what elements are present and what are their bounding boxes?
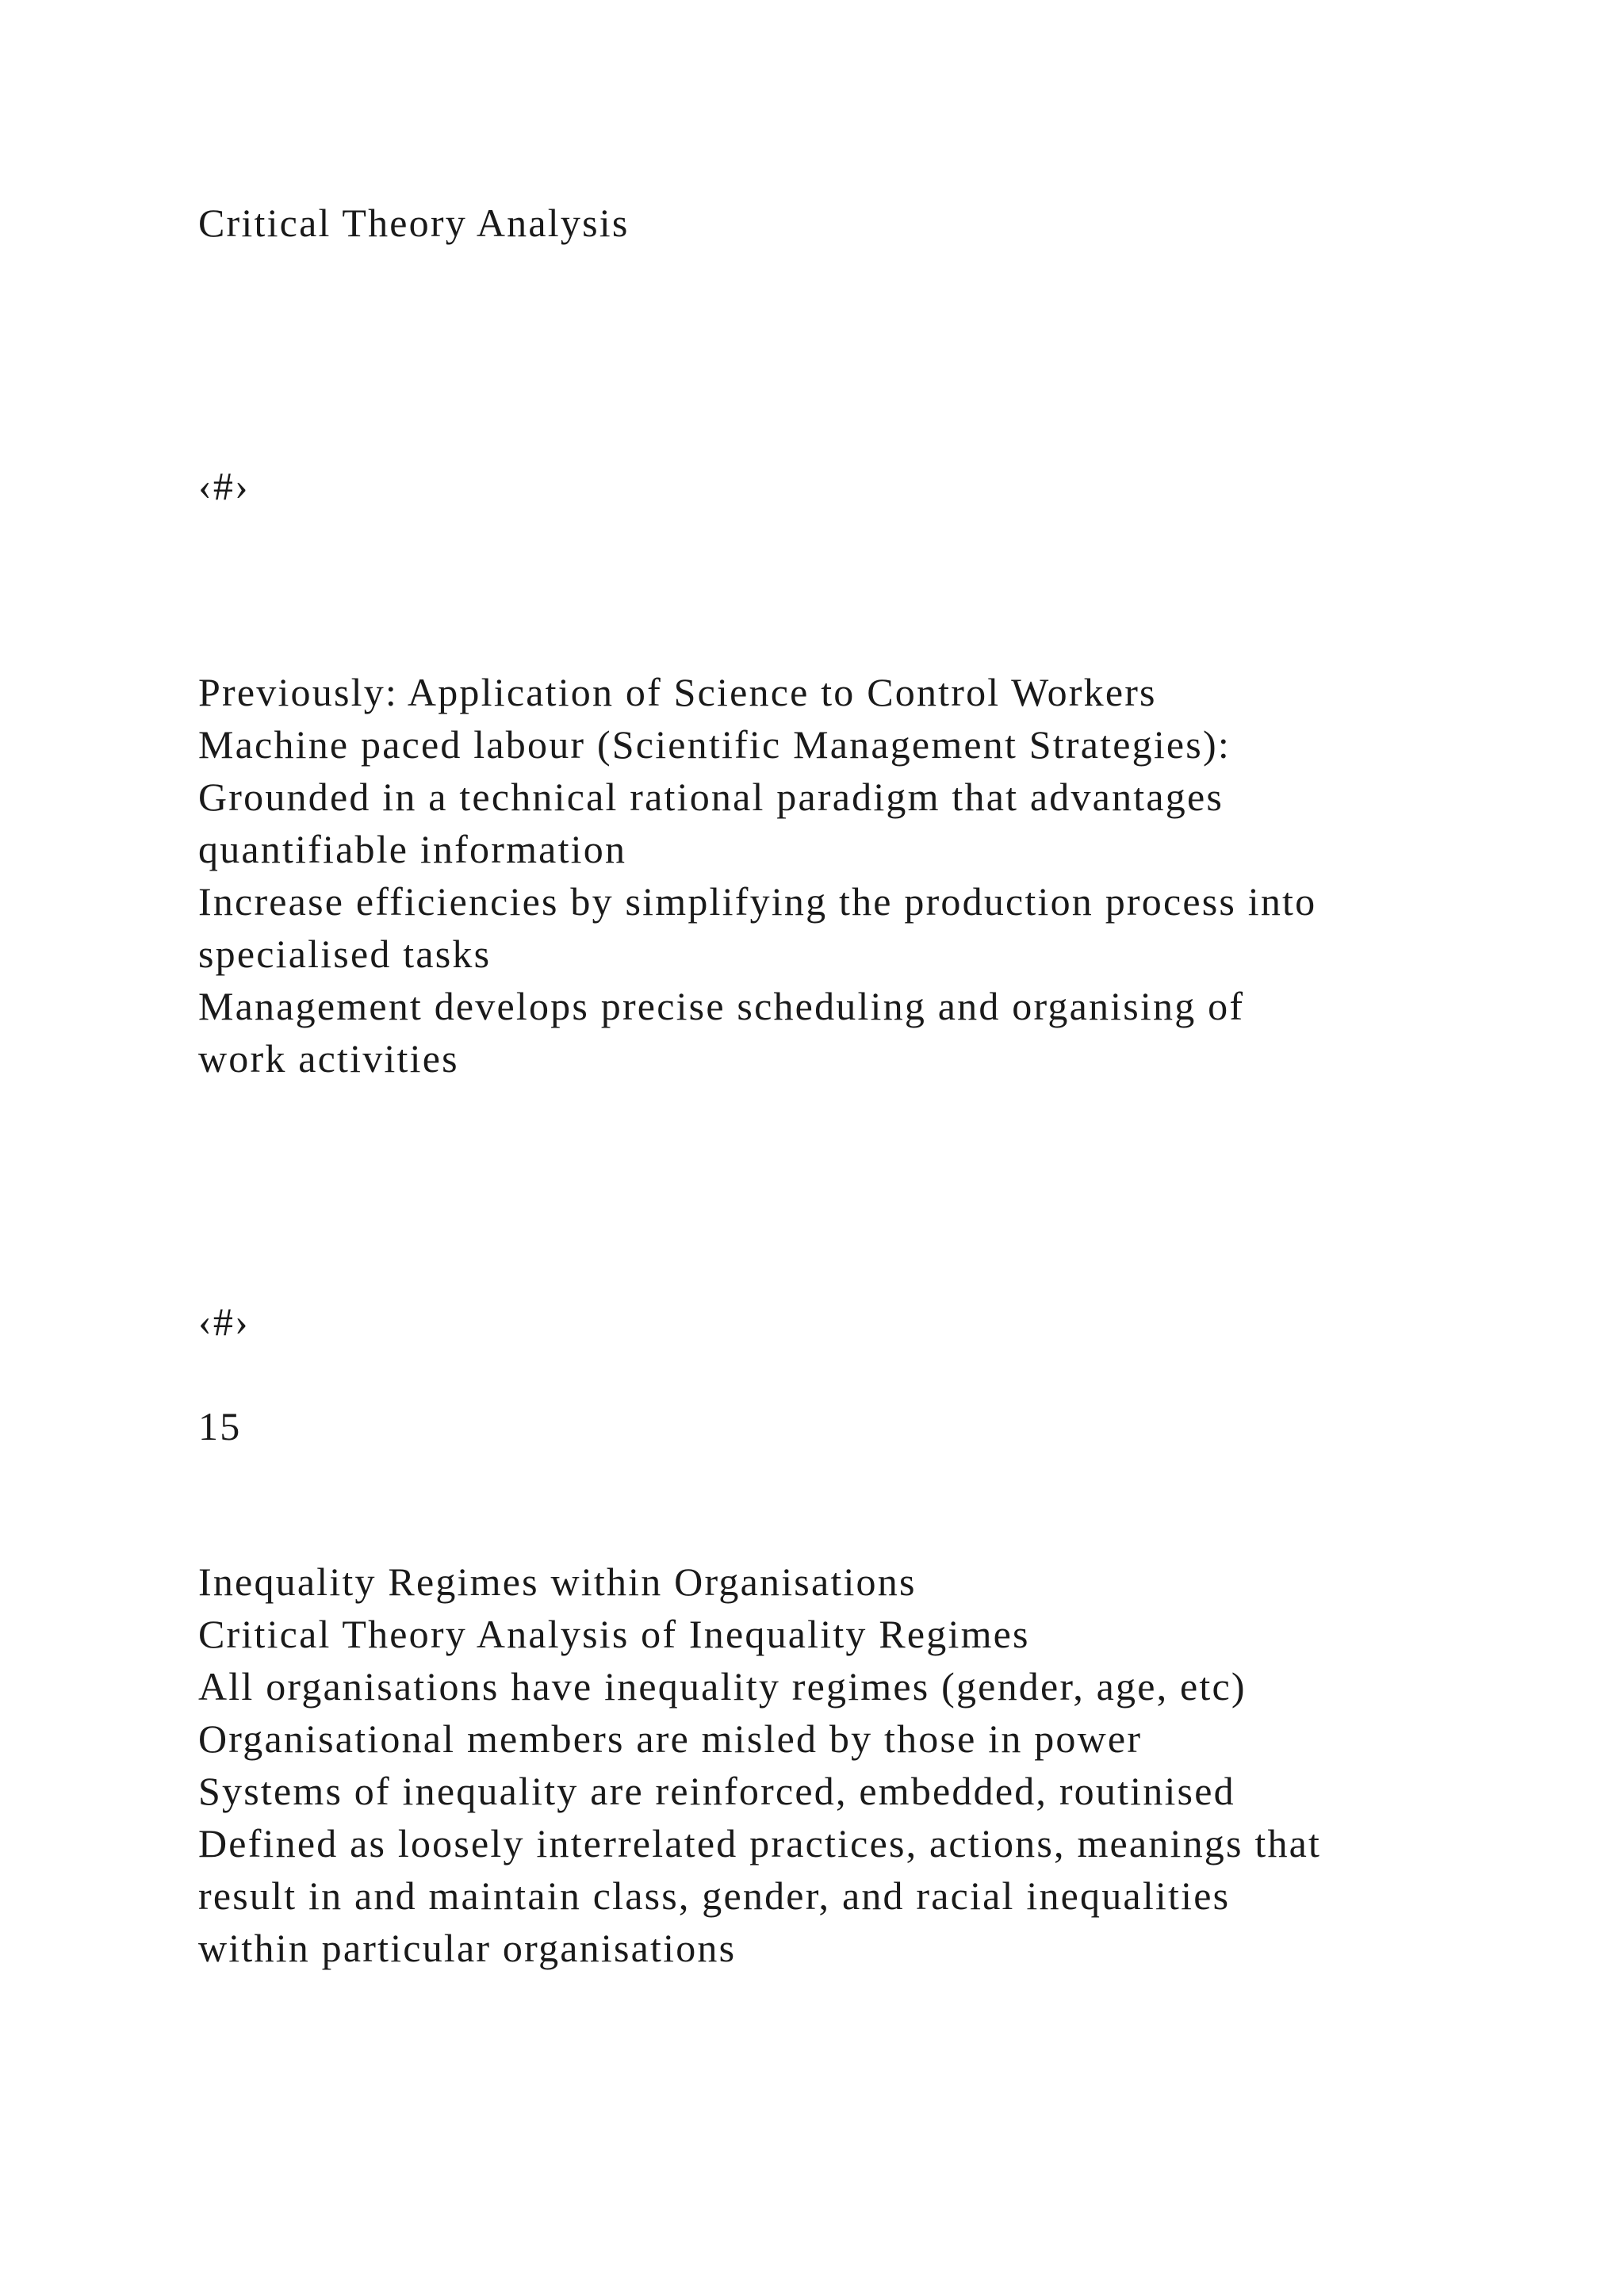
body-line: Machine paced labour (Scientific Management Strategies): xyxy=(198,722,1231,767)
slide-number-placeholder: ‹#› xyxy=(198,1299,250,1344)
page-number: 15 xyxy=(198,1404,242,1448)
slide-number-placeholder: ‹#› xyxy=(198,464,250,508)
body-line: specialised tasks xyxy=(198,932,492,976)
body-line: within particular organisations xyxy=(198,1926,737,1970)
body-line: result in and maintain class, gender, and racial inequalities xyxy=(198,1873,1231,1918)
body-line: Systems of inequality are reinforced, embedded, routinised xyxy=(198,1769,1235,1813)
body-line: All organisations have inequality regimes (gender, age, etc) xyxy=(198,1664,1247,1709)
body-line: Grounded in a technical rational paradigm that advantages xyxy=(198,775,1224,819)
section-heading: Previously: Application of Science to Control Workers xyxy=(198,670,1157,714)
body-line: quantifiable information xyxy=(198,827,627,871)
body-line: Organisational members are misled by those in power xyxy=(198,1716,1143,1761)
body-line: work activities xyxy=(198,1036,459,1081)
body-line: Critical Theory Analysis of Inequality Regimes xyxy=(198,1612,1030,1656)
document-title: Critical Theory Analysis xyxy=(198,201,630,245)
section-heading: Inequality Regimes within Organisations xyxy=(198,1559,917,1604)
body-line: Increase efficiencies by simplifying the production process into xyxy=(198,879,1317,924)
body-line: Defined as loosely interrelated practices, actions, meanings that xyxy=(198,1821,1322,1866)
body-line: Management develops precise scheduling and organising of xyxy=(198,984,1245,1028)
